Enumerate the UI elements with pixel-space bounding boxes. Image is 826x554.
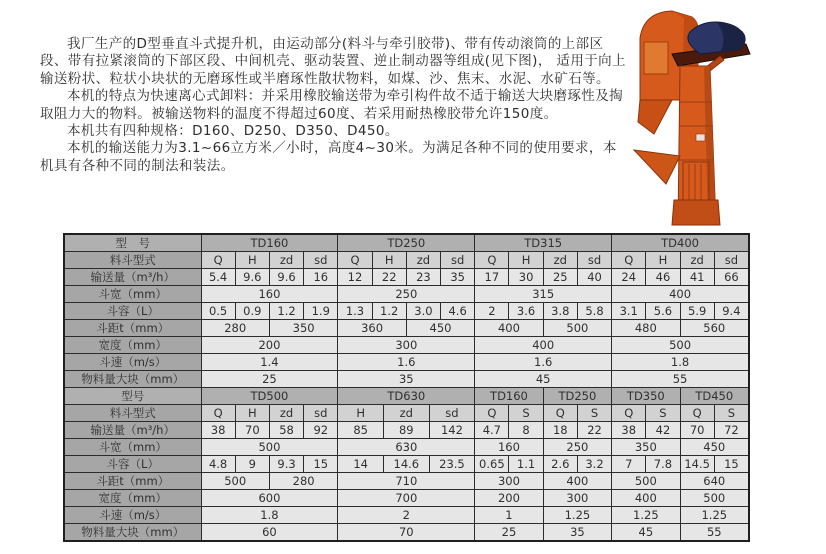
value-cell: 22 [372, 269, 406, 286]
value-cell: 2 [475, 303, 509, 320]
value-cell: 300 [475, 473, 543, 490]
bucket-type-cell: Q [475, 405, 509, 422]
value-cell: 400 [543, 473, 611, 490]
value-cell: 25 [201, 371, 338, 388]
value-cell: 7 [612, 456, 646, 473]
value-cell: 8 [509, 422, 543, 439]
model-header-cell: TD315 [475, 234, 612, 252]
value-cell: 640 [680, 473, 749, 490]
value-cell: 3.2 [577, 456, 611, 473]
value-cell: 500 [201, 439, 338, 456]
value-cell: 40 [577, 269, 611, 286]
value-cell: 15 [304, 456, 338, 473]
value-cell: 4.6 [441, 303, 475, 320]
bucket-type-cell: Q [612, 405, 646, 422]
row-label: 物料量大块（mm） [64, 524, 201, 542]
value-cell: 42 [646, 422, 680, 439]
value-cell: 22 [577, 422, 611, 439]
intro-paragraph: 本机的输送能力为3.1~66立方米／小时，高度4~30米。为满足各种不同的使用要求，本机具有各种不同的制法和装法。 [40, 140, 617, 174]
bucket-type-cell: Q [338, 252, 372, 269]
value-cell: 160 [201, 286, 338, 303]
value-cell: 3.0 [406, 303, 440, 320]
bucket-type-cell: S [646, 405, 680, 422]
value-cell: 1.8 [612, 354, 749, 371]
value-cell: 14.6 [384, 456, 430, 473]
value-cell: 45 [612, 524, 680, 542]
intro-paragraph: 我厂生产的D型垂直斗式提升机，由运动部分(料斗与牵引胶带)、带有传动滚筒的上部区段、带有拉紧滚筒的下部区段、中间机壳、驱动装置、逆止制动器等组成(见下图)， 适用于向上输送粉状、粒状小块状的无磨琢性或半磨琢性散状物料，如煤、沙、焦末、水泥、水矿石等。 [40, 36, 626, 87]
intro-text-block [40, 36, 626, 175]
bucket-elevator-photo [620, 4, 796, 228]
bucket-type-cell: sd [429, 405, 475, 422]
row-label: 宽度（mm） [64, 337, 201, 354]
bucket-elevator-illustration [620, 4, 796, 228]
intro-paragraph: 本机共有四种规格：D160、D250、D350、D450。 [67, 123, 399, 140]
value-cell: 9.4 [714, 303, 749, 320]
value-cell: 89 [384, 422, 430, 439]
value-cell: 9.6 [235, 269, 269, 286]
bucket-type-cell: H [235, 252, 269, 269]
value-cell: 1.8 [201, 507, 338, 524]
value-cell: 400 [612, 286, 749, 303]
value-cell: 9.3 [269, 456, 303, 473]
value-cell: 0.9 [235, 303, 269, 320]
value-cell: 35 [338, 371, 475, 388]
value-cell: 5.8 [577, 303, 611, 320]
value-cell: 1.6 [338, 354, 475, 371]
value-cell: 300 [543, 490, 611, 507]
value-cell: 92 [304, 422, 338, 439]
row-label: 料斗型式 [64, 405, 201, 422]
value-cell: 35 [543, 524, 611, 542]
value-cell: 280 [201, 320, 269, 337]
value-cell: 12 [338, 269, 372, 286]
value-cell: 710 [338, 473, 475, 490]
value-cell: 38 [612, 422, 646, 439]
name-plate [696, 134, 705, 141]
bucket-type-cell: H [338, 405, 384, 422]
value-cell: 23 [406, 269, 440, 286]
value-cell: 500 [543, 320, 611, 337]
value-cell: 3.6 [509, 303, 543, 320]
row-label: 斗宽（mm） [64, 286, 201, 303]
value-cell: 3.8 [543, 303, 577, 320]
value-cell: 41 [680, 269, 714, 286]
bucket-type-cell: sd [714, 252, 749, 269]
bucket-type-cell: Q [475, 252, 509, 269]
value-cell: 1.1 [509, 456, 543, 473]
value-cell: 4.7 [475, 422, 509, 439]
value-cell: 315 [475, 286, 612, 303]
value-cell: 2 [338, 507, 475, 524]
value-cell: 17 [475, 269, 509, 286]
value-cell: 18 [543, 422, 577, 439]
value-cell: 400 [475, 320, 543, 337]
bucket-type-cell: sd [304, 405, 338, 422]
value-cell: 35 [441, 269, 475, 286]
model-header-cell: TD160 [201, 234, 338, 252]
value-cell: 360 [338, 320, 406, 337]
elevator-base [672, 200, 720, 225]
bucket-type-cell: zd [406, 252, 440, 269]
row-label: 料斗型式 [64, 252, 201, 269]
value-cell: 7.8 [646, 456, 680, 473]
value-cell: 45 [475, 371, 612, 388]
value-cell: 1.2 [269, 303, 303, 320]
bucket-type-cell: sd [304, 252, 338, 269]
value-cell: 250 [543, 439, 611, 456]
value-cell: 72 [714, 422, 749, 439]
bucket-type-cell: S [714, 405, 749, 422]
spec-table [63, 233, 750, 542]
model-header-cell: TD450 [680, 388, 749, 405]
value-cell: 200 [201, 337, 338, 354]
bucket-type-cell: zd [384, 405, 430, 422]
row-label: 输送量（m³/h） [64, 422, 201, 439]
bucket-type-cell: Q [543, 405, 577, 422]
bucket-type-cell: zd [269, 252, 303, 269]
row-label: 宽度（mm） [64, 490, 201, 507]
discharge-chute [638, 100, 672, 134]
value-cell: 16 [304, 269, 338, 286]
value-cell: 1.9 [304, 303, 338, 320]
value-cell: 400 [475, 337, 612, 354]
value-cell: 24 [612, 269, 646, 286]
value-cell: 0.65 [475, 456, 509, 473]
value-cell: 2.6 [543, 456, 577, 473]
value-cell: 85 [338, 422, 384, 439]
bucket-type-cell: S [577, 405, 611, 422]
bucket-type-cell: zd [680, 252, 714, 269]
value-cell: 5.4 [201, 269, 235, 286]
value-cell: 30 [509, 269, 543, 286]
bucket-type-cell: S [509, 405, 543, 422]
row-label: 斗容（L） [64, 303, 201, 320]
value-cell: 280 [269, 473, 337, 490]
value-cell: 14.5 [680, 456, 714, 473]
row-label: 型 号 [64, 234, 201, 252]
bucket-type-cell: H [646, 252, 680, 269]
model-header-cell: TD500 [201, 388, 338, 405]
model-header-cell: TD160 [475, 388, 543, 405]
value-cell: 1.6 [475, 354, 612, 371]
value-cell: 5.6 [646, 303, 680, 320]
value-cell: 1.25 [612, 507, 680, 524]
bucket-type-cell: Q [201, 405, 235, 422]
row-label: 斗距t（mm） [64, 320, 201, 337]
model-header-cell: TD250 [543, 388, 611, 405]
row-label: 斗距t（mm） [64, 473, 201, 490]
value-cell: 1.25 [680, 507, 749, 524]
model-header-cell: TD630 [338, 388, 475, 405]
value-cell: 500 [612, 337, 749, 354]
row-label: 斗速（m/s） [64, 507, 201, 524]
value-cell: 1.2 [372, 303, 406, 320]
elevator-head-panel [644, 42, 668, 74]
row-label: 型号 [64, 388, 201, 405]
value-cell: 1 [475, 507, 543, 524]
value-cell: 25 [475, 524, 543, 542]
value-cell: 55 [680, 524, 749, 542]
value-cell: 70 [235, 422, 269, 439]
intro-paragraph: 本机的特点为快速离心式卸料：并采用橡胶输送带为牵引构件故不适于输送大块磨琢性及掏取阻力大的物料。被输送物料的温度不得超过60度、若采用耐热橡胶带允许150度。 [40, 88, 623, 122]
bucket-type-cell: Q [680, 405, 714, 422]
value-cell: 46 [646, 269, 680, 286]
value-cell: 400 [612, 490, 680, 507]
bucket-type-cell: sd [441, 252, 475, 269]
bucket-type-cell: Q [612, 252, 646, 269]
model-header-cell: TD400 [612, 234, 749, 252]
bucket-type-cell: Q [201, 252, 235, 269]
value-cell: 58 [269, 422, 303, 439]
bucket-type-cell: H [372, 252, 406, 269]
value-cell: 3.1 [612, 303, 646, 320]
value-cell: 500 [201, 473, 269, 490]
model-header-cell: TD250 [338, 234, 475, 252]
value-cell: 700 [338, 490, 475, 507]
value-cell: 9.6 [269, 269, 303, 286]
value-cell: 0.5 [201, 303, 235, 320]
row-label: 斗速（m/s） [64, 354, 201, 371]
inlet-hopper [634, 150, 680, 184]
value-cell: 1.3 [338, 303, 372, 320]
bucket-type-cell: H [509, 252, 543, 269]
value-cell: 4.8 [201, 456, 235, 473]
row-label: 物料量大块（mm） [64, 371, 201, 388]
value-cell: 450 [680, 439, 749, 456]
model-header-cell: TD350 [612, 388, 680, 405]
bucket-type-cell: zd [543, 252, 577, 269]
value-cell: 23.5 [429, 456, 475, 473]
row-label: 斗宽（mm） [64, 439, 201, 456]
value-cell: 560 [680, 320, 749, 337]
row-label: 输送量（m³/h） [64, 269, 201, 286]
value-cell: 60 [201, 524, 338, 542]
value-cell: 450 [406, 320, 474, 337]
value-cell: 350 [269, 320, 337, 337]
value-cell: 1.4 [201, 354, 338, 371]
value-cell: 1.25 [543, 507, 611, 524]
bucket-type-cell: H [235, 405, 269, 422]
value-cell: 15 [714, 456, 749, 473]
value-cell: 25 [543, 269, 577, 286]
value-cell: 250 [338, 286, 475, 303]
value-cell: 66 [714, 269, 749, 286]
value-cell: 14 [338, 456, 384, 473]
value-cell: 300 [338, 337, 475, 354]
value-cell: 160 [475, 439, 543, 456]
value-cell: 630 [338, 439, 475, 456]
value-cell: 142 [429, 422, 475, 439]
value-cell: 5.9 [680, 303, 714, 320]
value-cell: 200 [475, 490, 543, 507]
value-cell: 55 [612, 371, 749, 388]
value-cell: 480 [612, 320, 680, 337]
value-cell: 9 [235, 456, 269, 473]
value-cell: 70 [680, 422, 714, 439]
value-cell: 350 [612, 439, 680, 456]
value-cell: 500 [612, 473, 680, 490]
value-cell: 500 [680, 490, 749, 507]
bucket-type-cell: zd [269, 405, 303, 422]
row-label: 斗容（L） [64, 456, 201, 473]
value-cell: 70 [338, 524, 475, 542]
value-cell: 38 [201, 422, 235, 439]
bucket-type-cell: sd [577, 252, 611, 269]
value-cell: 600 [201, 490, 338, 507]
